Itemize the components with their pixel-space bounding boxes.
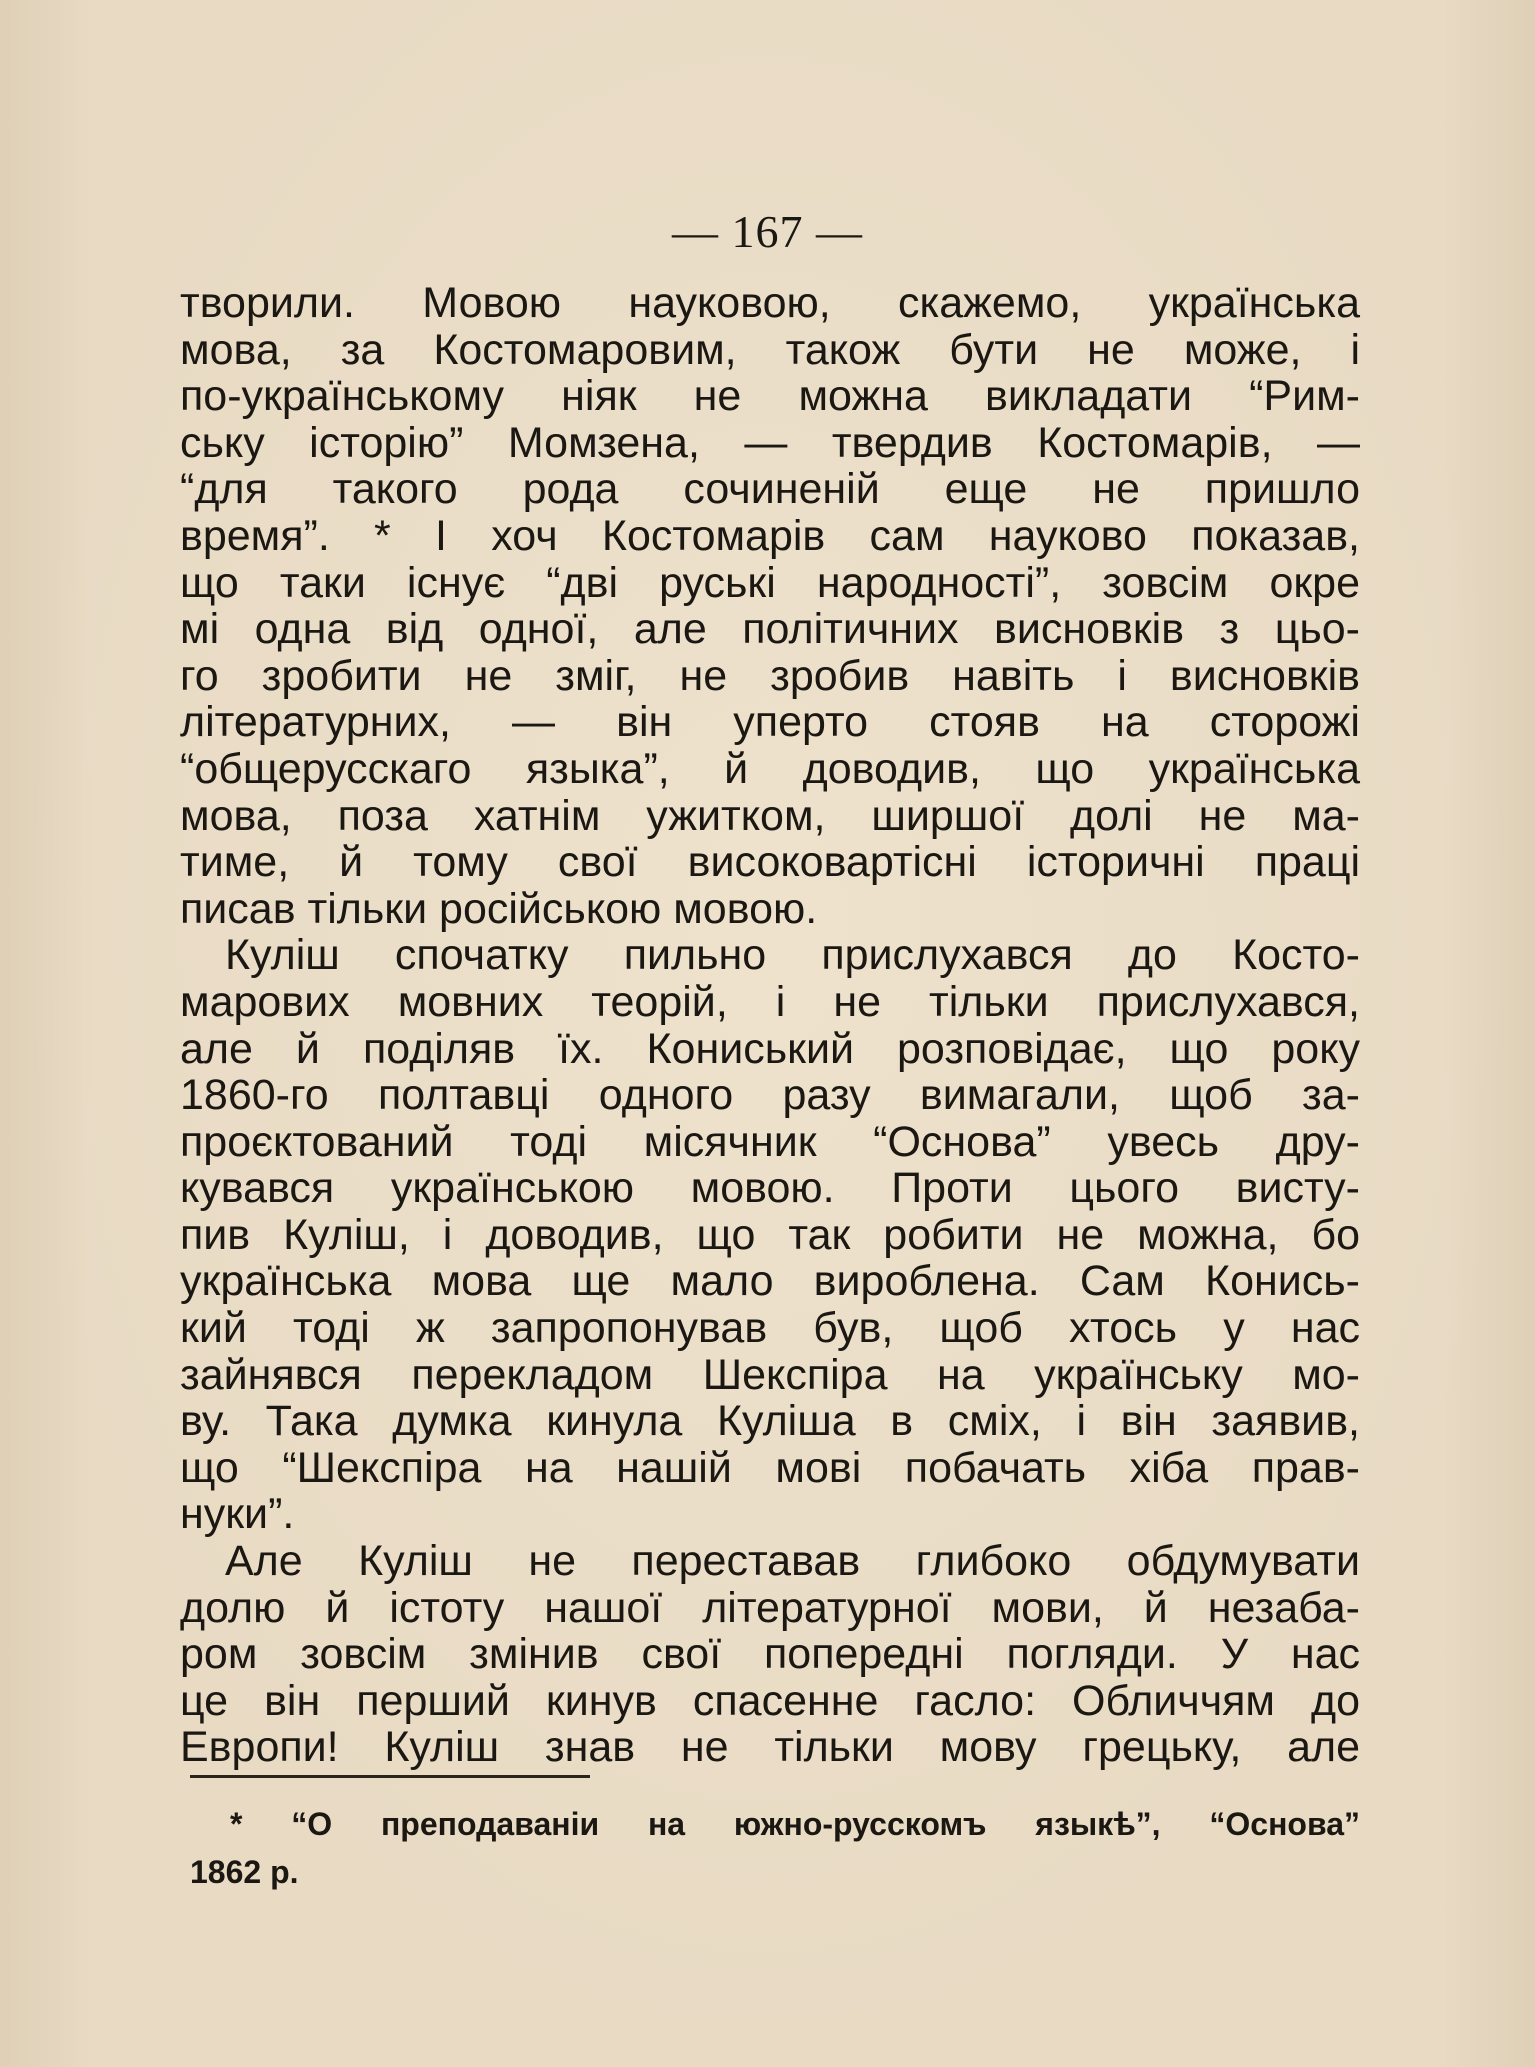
text-line: мі одна від одної, але політичних висновків з цьо-: [180, 605, 1360, 654]
text-line: “для такого рода сочиненій еще не пришло: [180, 465, 1360, 514]
text-line: долю й істоту нашої літературної мови, й незаба-: [180, 1583, 1360, 1632]
text-line: мова, за Костомаровим, також бути не може, і: [180, 325, 1360, 374]
text-line: го зробити не зміг, не зробив навіть і висновків: [180, 651, 1360, 700]
text-line: але й поділяв їх. Кониський розповідає, що року: [180, 1024, 1360, 1073]
text-line: кий тоді ж запропонував був, щоб хтось у нас: [180, 1304, 1360, 1353]
text-line: що “Шекспіра на нашій мові побачать хіба прав-: [180, 1443, 1360, 1492]
text-line: зайнявся перекладом Шекспіра на українську мо-: [180, 1350, 1360, 1399]
text-line: Куліш спочатку пильно прислухався до Косто-: [225, 931, 1360, 980]
footnote-line: * “О преподаваніи на южно-русскомъ языкѣ”, “Основа”: [230, 1806, 1360, 1842]
page-number: — 167 —: [672, 206, 863, 257]
text-line: мова, поза хатнім ужитком, ширшої долі не ма-: [180, 791, 1360, 840]
text-line: писав тільки російською мовою.: [180, 884, 818, 933]
text-line: по-українському ніяк не можна викладати “Рим-: [180, 372, 1360, 421]
text-line: проєктований тоді місячник “Основа” увесь дру-: [180, 1117, 1360, 1166]
text-line: кувався українською мовою. Проти цього висту-: [180, 1164, 1360, 1213]
main-text: [180, 280, 1360, 1771]
text-line: Але Куліш не переставав глибоко обдумувати: [225, 1537, 1360, 1586]
text-line: нуки”.: [180, 1490, 295, 1539]
text-line: тиме, й тому свої високовартісні історичні праці: [180, 838, 1360, 887]
footnote-line: 1862 р.: [190, 1854, 299, 1890]
text-line: літературних, — він уперто стояв на сторожі: [180, 698, 1360, 747]
text-line: 1860-го полтавці одного разу вимагали, щоб за-: [180, 1071, 1360, 1120]
footnote: [190, 1800, 1360, 1896]
text-line: ром зовсім змінив свої попередні погляди. У нас: [180, 1630, 1360, 1679]
text-line: ську історію” Момзена, — твердив Костомарів, —: [180, 418, 1360, 467]
text-line: марових мовних теорій, і не тільки прислухався,: [180, 977, 1360, 1026]
text-line: “общерусскаго языка”, й доводив, що українська: [180, 744, 1360, 793]
text-line: пив Куліш, і доводив, що так робити не можна, бо: [180, 1210, 1360, 1259]
text-line: ву. Така думка кинула Куліша в сміх, і він заявив,: [180, 1397, 1360, 1446]
text-line: це він перший кинув спасенне гасло: Обличчям до: [180, 1676, 1360, 1725]
text-line: що таки існує “дві руські народності”, зовсім окре: [180, 558, 1360, 607]
text-line: Европи! Куліш знав не тільки мову грецьку, але: [180, 1723, 1360, 1772]
footnote-divider: [190, 1775, 590, 1778]
text-line: українська мова ще мало вироблена. Сам Конись-: [180, 1257, 1360, 1306]
text-line: время”. * І хоч Костомарів сам науково показав,: [180, 511, 1360, 560]
text-line: творили. Мовою науковою, скажемо, українська: [180, 279, 1360, 327]
